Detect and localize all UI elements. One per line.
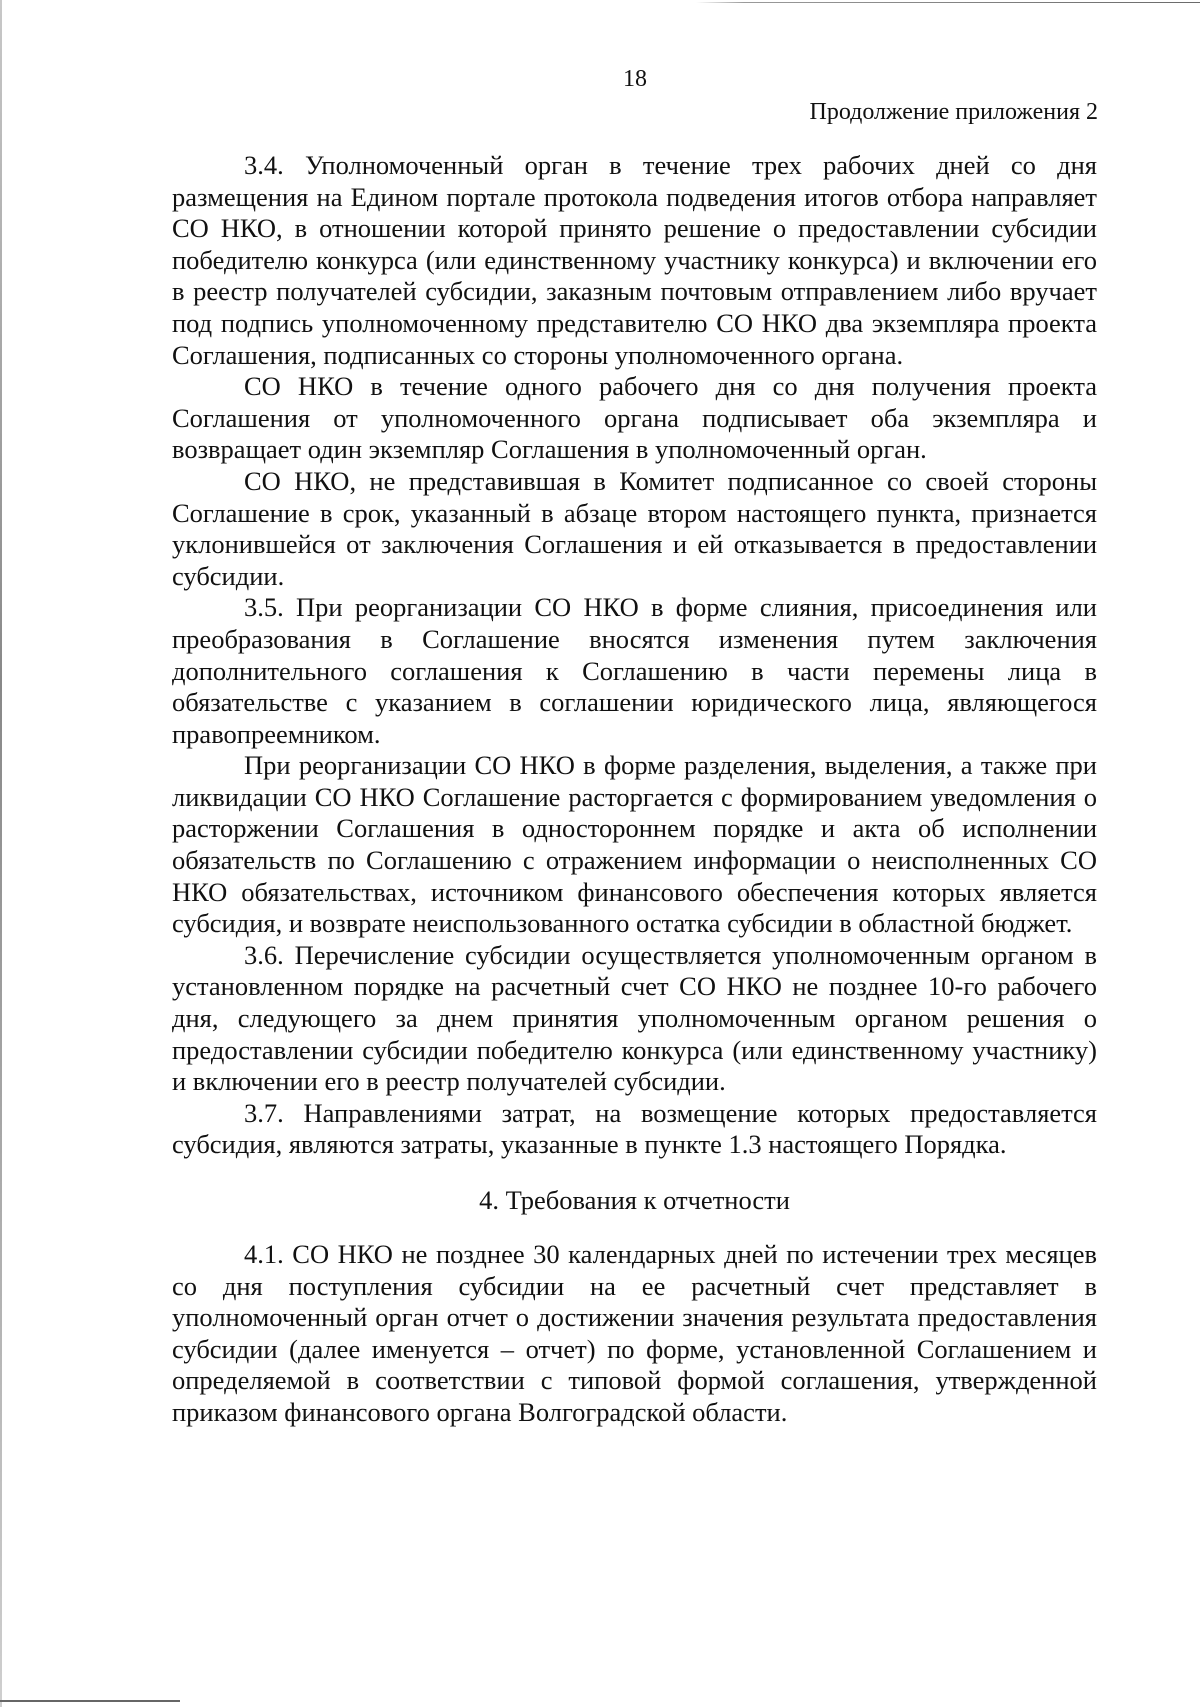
appendix-continuation-note: Продолжение приложения 2 [809, 99, 1098, 125]
page-number: 18 [623, 66, 647, 92]
paragraph-3-5: 3.5. При реорганизации СО НКО в форме слияния, присоединения или преобразования в Соглашение вносятся изменения путем заключения дополнительного соглашения к Соглашению в части перемены лица в обязательстве с указанием в соглашении юридического лица, являющегося правопреемником. [172, 592, 1097, 749]
paragraph-3-7: 3.7. Направлениями затрат, на возмещение которых предоставляется субсидия, являются затраты, указанные в пункте 1.3 настоящего Порядка. [172, 1097, 1097, 1160]
paragraph-3-6: 3.6. Перечисление субсидии осуществляется уполномоченным органом в установленном порядке на расчетный счет СО НКО не позднее 10-го рабочего дня, следующего за днем принятия уполномоченным органом решения о предоставлении субсидии победителю конкурса (или единственному участнику) и включении его в реестр получателей субсидии. [172, 939, 1097, 1097]
paragraph-3-4-second: СО НКО в течение одного рабочего дня со дня получения проекта Соглашения от уполномоченного органа подписывает оба экземпляра и возвращает один экземпляр Соглашения в уполномоченный орган. [172, 371, 1097, 465]
paragraph-3-4-third: СО НКО, не представившая в Комитет подписанное со своей стороны Соглашение в срок, указанный в абзаце втором настоящего пункта, признается уклонившейся от заключения Соглашения и ей отказывается в предоставлении субсидии. [172, 465, 1097, 591]
paragraph-3-4: 3.4. Уполномоченный орган в течение трех рабочих дней со дня размещения на Едином портале протокола подведения итогов отбора направляет СО НКО, в отношении которой принято решение о предоставлении субсидии победителю конкурса (или единственному участнику конкурса) и включении его в реестр получателей субсидии, заказным почтовым отправлением либо вручает под подпись уполномоченному представителю СО НКО два экземпляра проекта Соглашения, подписанных со стороны уполномоченного органа. [172, 150, 1097, 370]
document-body [172, 150, 1097, 1429]
paragraph-4-1: 4.1. СО НКО не позднее 30 календарных дней по истечении трех месяцев со дня поступления субсидии на ее расчетный счет представляет в уполномоченный орган отчет о достижении значения результата предоставления субсидии (далее именуется – отчет) по форме, установленной Соглашением и определяемой в соответствии с типовой формой соглашения, утвержденной приказом финансового органа Волгоградской области. [172, 1239, 1097, 1427]
paragraph-3-5-second: При реорганизации СО НКО в форме разделения, выделения, а также при ликвидации СО НКО Соглашение расторгается с формированием уведомления о расторжении Соглашения в одностороннем порядке и акта об исполнении обязательств по Соглашению с отражением информации о неисполненных СО НКО обязательствах, источником финансового обеспечения которых является субсидия, и возврате неиспользованного остатка субсидии в областной бюджет. [172, 750, 1097, 939]
scan-edge-left [0, 0, 2, 1707]
scan-edge-top [0, 2, 1200, 3]
section-heading-4: 4. Требования к отчетности [479, 1185, 790, 1215]
scan-edge-bottom [0, 1700, 180, 1702]
